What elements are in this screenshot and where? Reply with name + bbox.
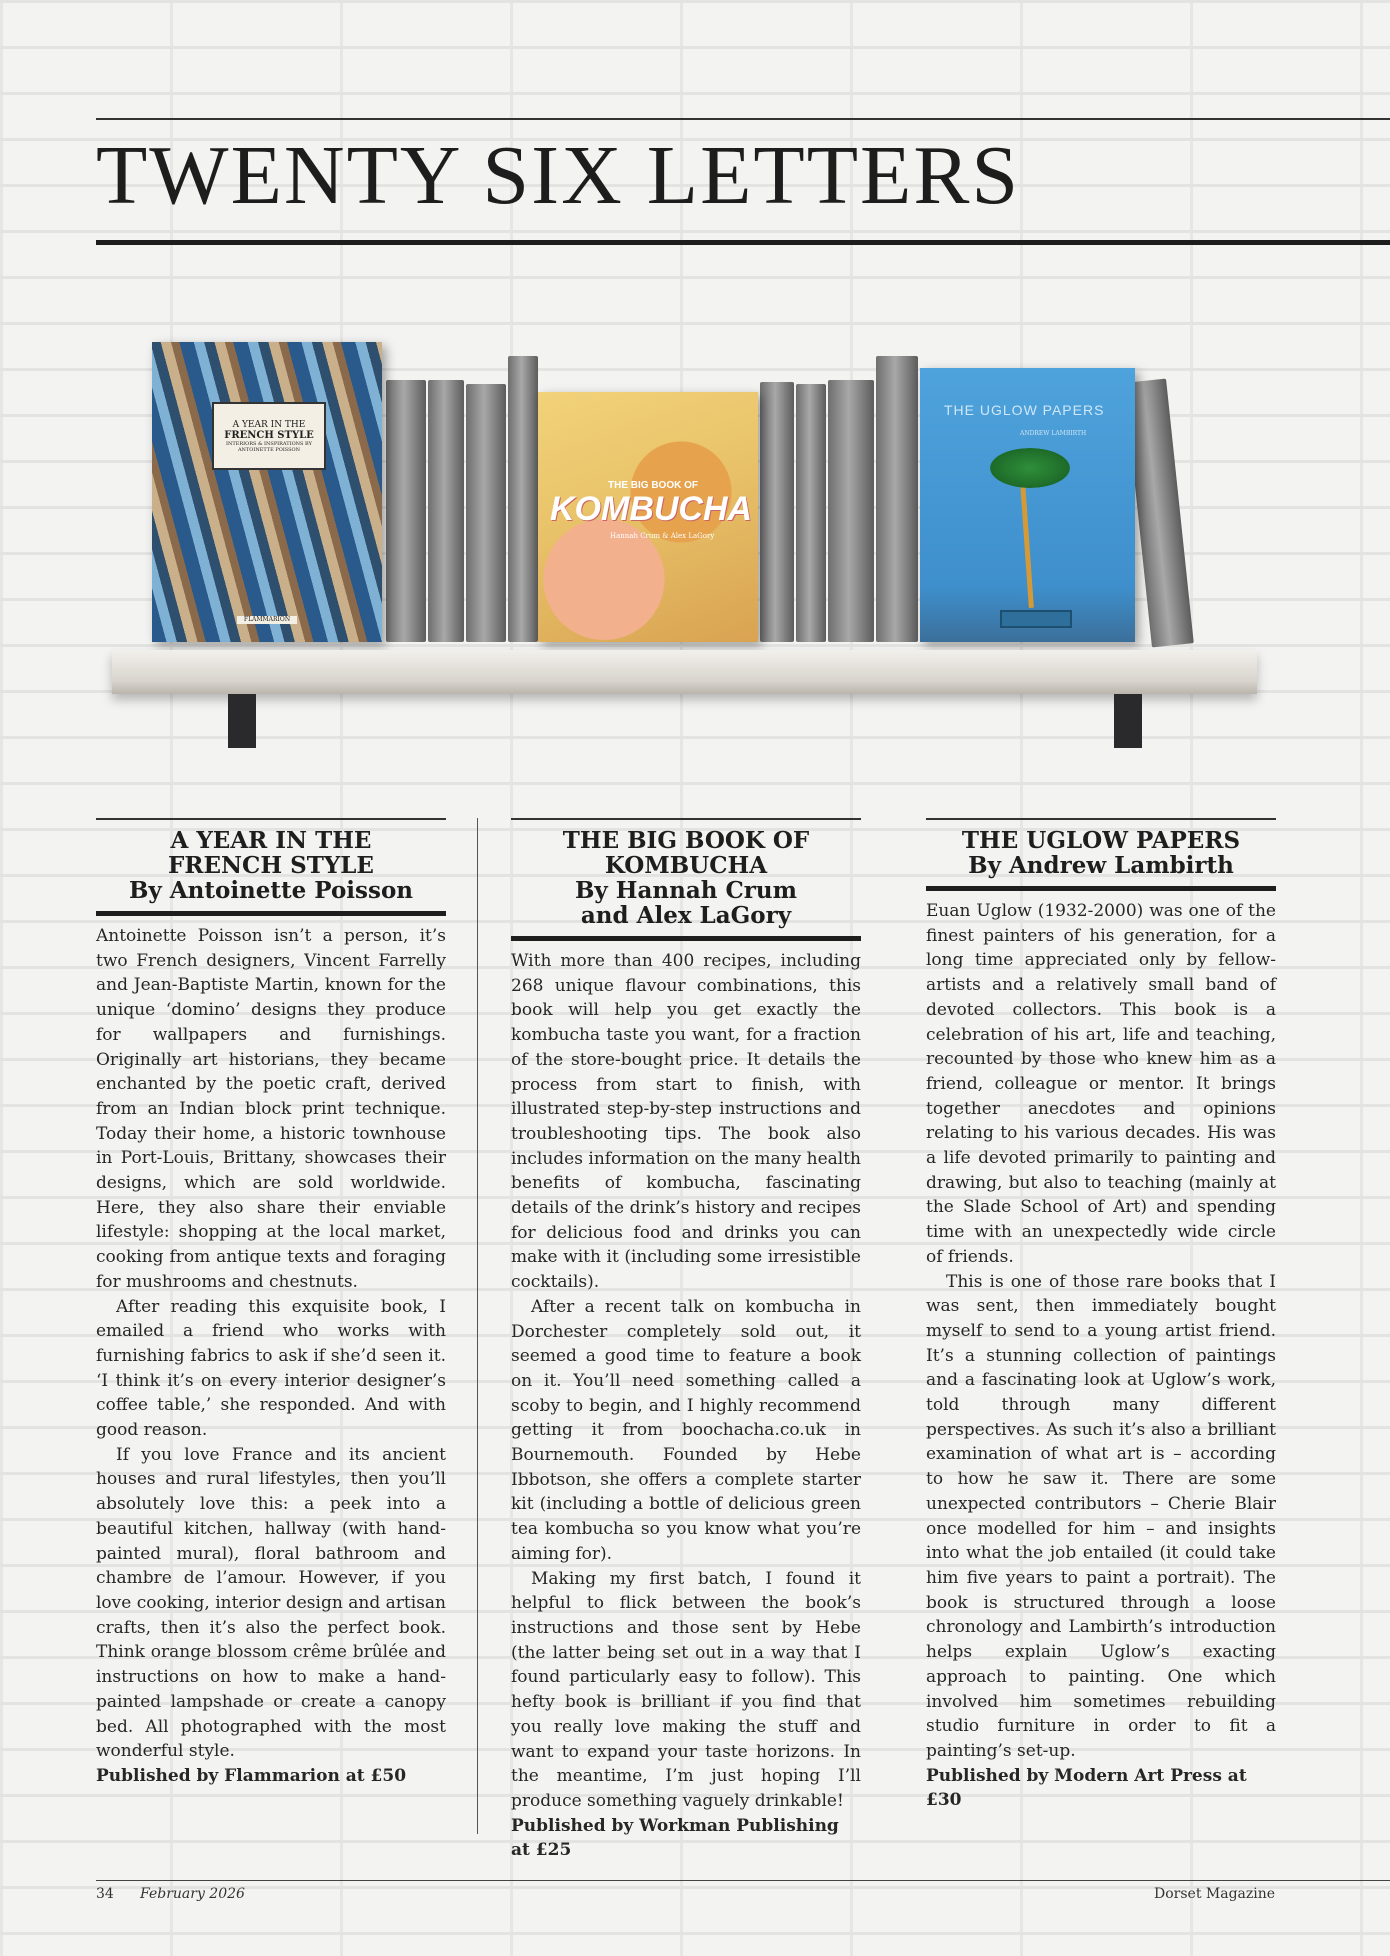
article-top-rule (96, 818, 446, 820)
book-cover-kombucha: THE BIG BOOK OF KOMBUCHA Hannah Crum & Alex LaGory (538, 392, 758, 642)
page-number: 34 (96, 1886, 114, 1902)
article-paragraph: Euan Uglow (1932-2000) was one of the finest painters of his generation, for a long time appreciated only by fellow-artists and a relatively small band of devoted collectors. This book is a celebration of his art, life and teaching, recounted by those who knew him as a friend, colleague or mentor. It brings together anecdotes and opinions relating to his various decades. His was a life devoted primarily to painting and drawing, but also to teaching (mainly at the Slade School of Art) and spending time with an unexpectedly wide circle of friends. (926, 901, 1276, 1267)
grey-book-spine (386, 380, 426, 642)
grey-book-spine (466, 384, 506, 642)
grey-book-spine (428, 380, 464, 642)
article-paragraph: After a recent talk on kombucha in Dorchester completely sold out, it seemed a good time to feature a book on it. You’ll need something called a scoby to begin, and I highly recommend getting it from boochacha.co.uk in Bournemouth. Founded by Hebe Ibbotson, she offers a complete starter kit (including a bottle of delicious green tea kombucha so you know what you’re aiming for). (511, 1296, 861, 1564)
book-cover-french-style (152, 342, 382, 642)
article-paragraph: This is one of those rare books that I was sent, then immediately bought myself to send to a young artist friend. It’s a stunning collection of paintings and a fascinating look at Uglow’s work, told through many different perspectives. As such it’s also a brilliant examination of what art is – according to how he saw it. There are some unexpected contributors – Cherie Blair once modelled for him – and insights into what the job entailed (it could take him five years to paint a portrait). The book is structured through a loose chronology and Lambirth’s introduction helps explain Uglow’s exacting approach to painting. One which involved him sometimes rebuilding studio furniture in order to fit a painting’s set-up. (926, 1271, 1276, 1761)
title-rule (96, 240, 1390, 245)
wooden-shelf (112, 650, 1257, 694)
article-top-rule (511, 818, 861, 820)
article-heading-rule (926, 886, 1276, 891)
article-paragraph: Making my first batch, I found it helpful to flick between the book’s instructions and those sent by Hebe (the latter being set out in a way that I found particularly easy to follow). This hefty book is brilliant if you find that you really love making the stuff and want to expand your taste horizons. In the meantime, I’m just hoping I’ll produce something vaguely drinkable! (511, 1568, 861, 1811)
issue-date: February 2026 (140, 1886, 245, 1902)
column-divider (477, 818, 478, 1834)
page-title: TWENTY SIX LETTERS (96, 129, 1021, 222)
review-article (96, 818, 446, 1789)
publisher-credit: Published by Workman Publishing at £25 (511, 1815, 839, 1861)
top-rule (96, 118, 1390, 120)
article-body (926, 899, 1276, 1813)
article-heading: THE UGLOW PAPERS By Andrew Lambirth (961, 827, 1241, 879)
article-top-rule (926, 818, 1276, 820)
publisher-credit: Published by Modern Art Press at £30 (926, 1765, 1247, 1811)
palm-tree-fronds (990, 448, 1070, 488)
article-body (511, 949, 861, 1863)
book-cover-publisher: FLAMMARION (237, 616, 297, 624)
magazine-name: Dorset Magazine (1154, 1886, 1276, 1902)
article-paragraph: After reading this exquisite book, I emailed a friend who works with furnishing fabrics to ask if she’d seen it. ‘I think it’s on every interior designer’s coffee table,’ she responded. And with good reason. (96, 1296, 446, 1441)
grey-book-spine (760, 382, 794, 642)
palm-tree-trunk (1019, 468, 1034, 608)
book-cover-uglow-papers: THE UGLOW PAPERS ANDREW LAMBIRTH (920, 368, 1135, 642)
shelf-bracket-left (228, 694, 256, 748)
article-heading: THE BIG BOOK OF KOMBUCHA By Hannah Crum and Alex LaGory (562, 827, 810, 929)
publisher-credit: Published by Flammarion at £50 (96, 1765, 407, 1786)
review-article (926, 818, 1276, 1813)
footer-rule (96, 1880, 1390, 1881)
grey-book-spine (876, 356, 918, 642)
article-heading: A YEAR IN THE FRENCH STYLE By Antoinette Poisson (128, 827, 414, 904)
article-body (96, 924, 446, 1789)
article-paragraph: If you love France and its ancient houses and rural lifestyles, then you’ll absolutely love this: a peek into a beautiful kitchen, hallway (with hand-painted mural), floral bathroom and chambre de l’amour. However, if you love cooking, interior design and artisan crafts, then it’s also the perfect book. Think orange blossom crême brûlée and instructions on how to make a hand-painted lampshade or create a canopy bed. All photographed with the most wonderful style. (96, 1444, 446, 1762)
review-article (511, 818, 861, 1863)
article-paragraph: Antoinette Poisson isn’t a person, it’s two French designers, Vincent Farrelly and Jean-Baptiste Martin, known for the unique ‘domino’ designs they produce for wallpapers and furnishings. Originally art historians, they became enchanted by the poetic craft, derived from an Indian block print technique. Today their home, a historic townhouse in Port-Louis, Brittany, showcases their designs, which are sold worldwide. Here, they also share their enviable lifestyle: shopping at the local market, cooking from antique texts and foraging for mushrooms and chestnuts. (96, 926, 446, 1292)
article-heading-rule (511, 936, 861, 941)
shelf-bracket-right (1114, 694, 1142, 748)
grey-book-spine (508, 356, 538, 642)
sculpture-base (1000, 610, 1072, 628)
grey-book-spine (828, 380, 874, 642)
book-cover-label: A YEAR IN THE FRENCH STYLE INTERIORS & INSPIRATIONS BY ANTOINETTE POISSON (212, 402, 326, 470)
article-heading-rule (96, 911, 446, 916)
grey-book-spine (796, 384, 826, 642)
article-paragraph: With more than 400 recipes, including 268 unique flavour combinations, this book will help you get exactly the kombucha taste you want, for a fraction of the store-bought price. It details the process from start to finish, with illustrated step-by-step instructions and troubleshooting tips. The book also includes information on the many health benefits of kombucha, fascinating details of the drink’s history and recipes for delicious food and drinks you can make with it (including some irresistible cocktails). (511, 951, 861, 1293)
